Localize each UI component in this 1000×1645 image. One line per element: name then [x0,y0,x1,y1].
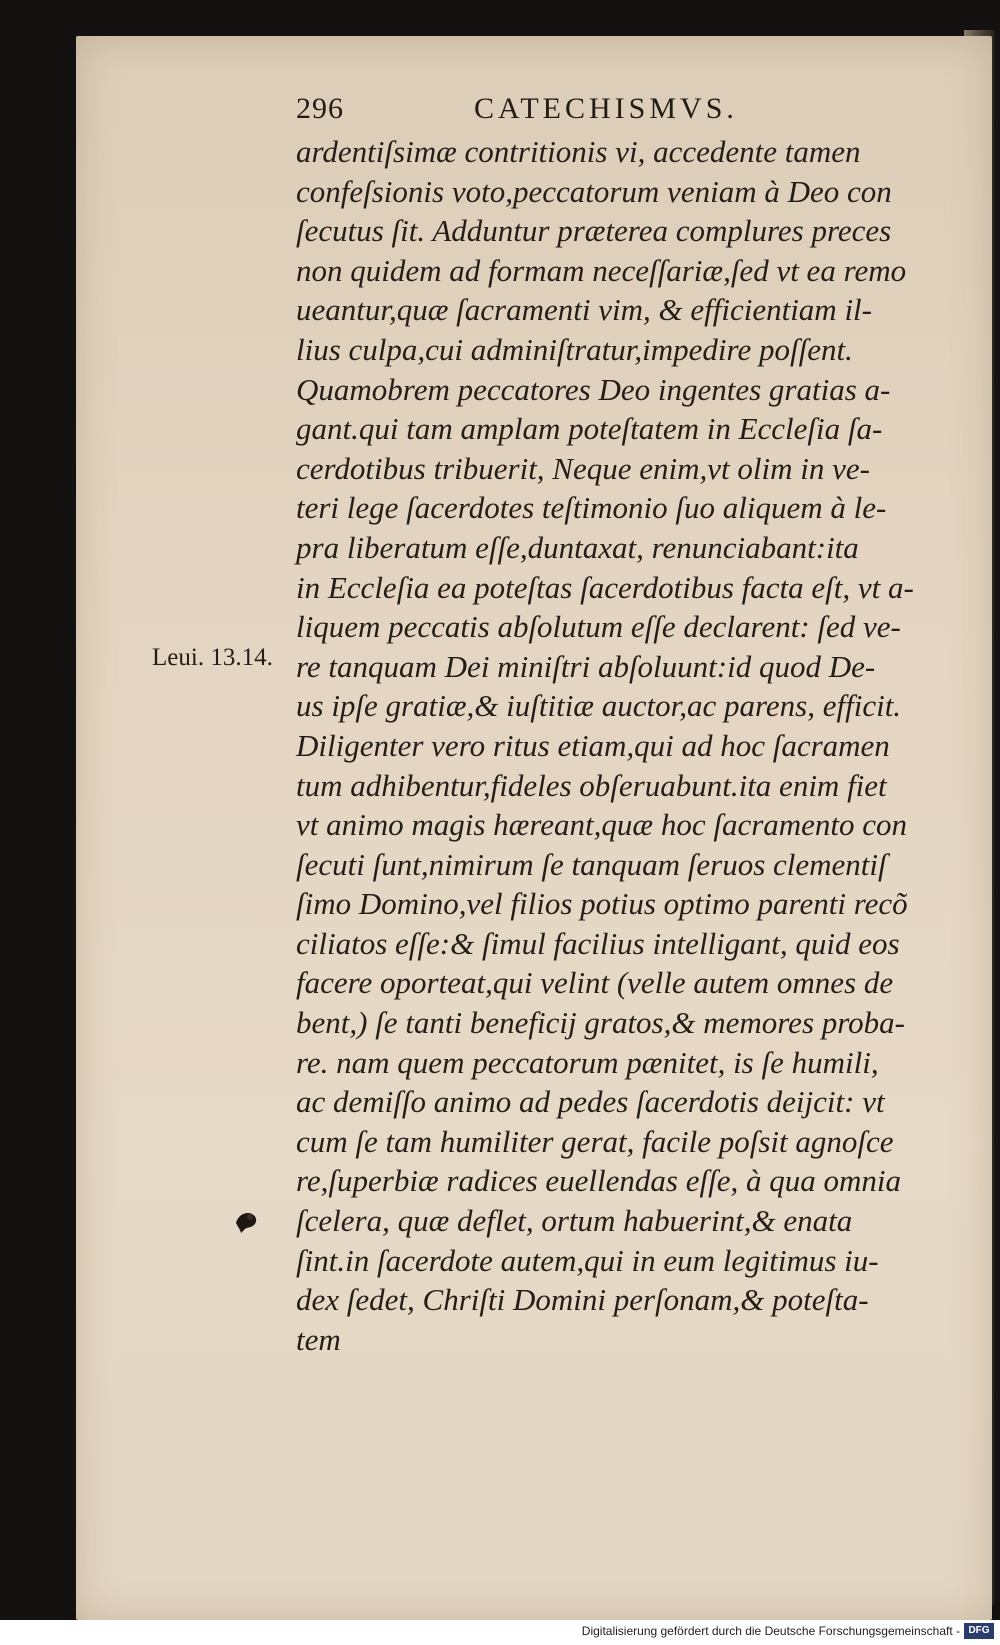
text-line: gant.qui tam amplam poteſtatem in Eccleſia ſa- [296,411,883,447]
text-line: ardentiſsimæ contritionis vi, accedente tamen [296,134,861,169]
text-line: tum adhibentur,fideles obſeruabunt.ita enim fiet [296,767,887,803]
text-line: ueantur,quæ ſacramenti vim, & efficientiam il- [296,292,872,328]
text-line: re. nam quem peccatorum pænitet, is ſe humili, [296,1044,879,1080]
text-line: facere oporteat,qui velint (velle autem omnes de [296,965,894,1001]
text-line: tem [296,1321,341,1357]
page-number: 296 [296,92,344,125]
text-line: us ipſe gratiæ,& iuſtitiæ auctor,ac parens, efficit. [296,688,902,724]
text-line: pra liberatum eſſe,duntaxat, renunciabant:ita [296,529,859,565]
text-line: dex ſedet, Chriſti Domini perſonam,& poteſta- [296,1282,869,1318]
text-line: ſcelera, quæ deflet, ortum habuerint,& enata [296,1203,853,1239]
text-line: confeſsionis voto,peccatorum veniam à Deo con [296,173,892,209]
text-line: ſecutus ſit. Adduntur præterea complures preces [296,213,892,249]
footer-credit: Digitalisierung gefördert durch die Deutsche Forschungsgemeinschaft - [581,1624,960,1638]
text-line: cum ſe tam humiliter gerat, facile poſsit agnoſce [296,1123,894,1159]
text-line: ciliatos eſſe:& ſimul facilius intelligant, quid eos [296,925,900,961]
text-line: bent,) ſe tanti beneficij gratos,& memores proba- [296,1005,905,1041]
text-line: non quidem ad formam neceſſariæ,ſed vt ea remo [296,252,907,288]
text-line: cerdotibus tribuerit, Neque enim,vt olim in ve- [296,450,870,486]
text-line: ac demiſſo animo ad pedes ſacerdotis deijcit: vt [296,1084,885,1120]
footer-bar [0,1620,1000,1645]
text-line: teri lege ſacerdotes teſtimonio ſuo aliquem à le- [296,490,887,526]
body-text [296,132,956,1359]
text-line: Quamobrem peccatores Deo ingentes gratias a- [296,371,891,407]
text-line: ſint.in ſacerdote autem,qui in eum legitimus iu- [296,1242,879,1278]
margin-reference: Leui. 13.14. [152,644,273,671]
dfg-logo: DFG [964,1623,994,1639]
text-line: Diligenter vero ritus etiam,qui ad hoc ſacramen [296,727,890,763]
text-line: ſecuti ſunt,nimirum ſe tanquam ſeruos clementiſ [296,846,887,882]
text-line: liquem peccatis abſolutum eſſe declarent: ſed ve- [296,609,901,645]
text-line: re tanquam Dei miniſtri abſoluunt:id quod De- [296,648,876,684]
manicule-mark-icon [232,1205,260,1235]
text-line: lius culpa,cui adminiſtratur,impedire poſſent. [296,331,853,367]
text-line: vt animo magis hæreant,quæ hoc ſacramento con [296,807,908,843]
text-line: in Eccleſia ea poteſtas ſacerdotibus facta eſt, vt a- [296,569,914,605]
running-title: CATECHISMVS. [474,92,738,125]
text-line: ſimo Domino,vel filios potius optimo parenti recõ [296,886,908,922]
text-line: re,ſuperbiæ radices euellendas eſſe, à qua omnia [296,1163,901,1199]
page-header [296,92,766,128]
